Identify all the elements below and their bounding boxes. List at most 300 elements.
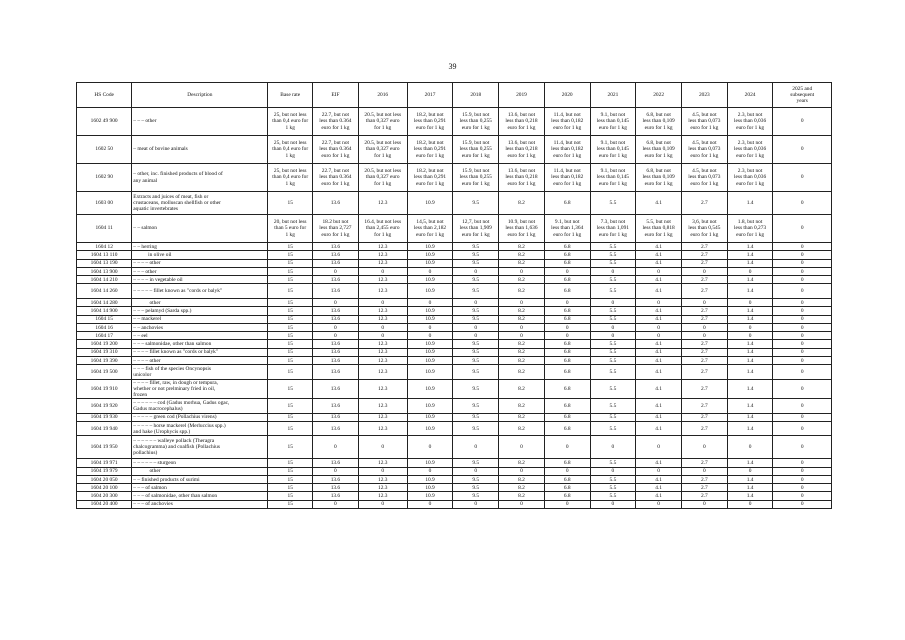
hs-code-cell: 1604 20 050	[77, 475, 132, 483]
rate-cell: 15	[268, 379, 313, 398]
rate-cell: 12.3	[358, 421, 407, 436]
rate-cell: 0	[590, 467, 636, 475]
rate-cell: 8.2	[499, 421, 545, 436]
rate-cell: 5.5	[590, 243, 636, 251]
rate-cell: 13.6	[313, 348, 359, 356]
table-row	[77, 164, 832, 192]
rate-cell: 12.3	[358, 379, 407, 398]
rate-cell: 13.6	[313, 192, 359, 215]
header-2021: 2021	[590, 83, 636, 108]
rate-cell: 9.5	[453, 315, 499, 323]
rate-cell: 0	[358, 323, 407, 331]
rate-cell: 0	[773, 340, 832, 348]
hs-code-cell: 1603 00	[77, 192, 132, 215]
rate-cell: 6.8	[544, 276, 590, 284]
description-cell: – – – salmonidae, other than salmon	[132, 340, 268, 348]
description-cell: – – – – – – walleye pollack (Theragra chalcogramma) and coalfish (Pollachius pollachius)	[132, 436, 268, 459]
rate-cell: 8.2	[499, 259, 545, 267]
rate-cell: 4.1	[636, 484, 682, 492]
rate-cell: 12.3	[358, 365, 407, 380]
rate-cell: 0	[407, 500, 453, 508]
rate-cell: 0	[773, 284, 832, 299]
rate-cell: 4.1	[636, 243, 682, 251]
rate-cell: 2.7	[681, 413, 727, 421]
rate-cell: 11.4, but not less than 0,182 euro for 1 kg	[544, 108, 590, 136]
table-row	[77, 365, 832, 380]
table-row	[77, 332, 832, 340]
table-row	[77, 379, 832, 398]
rate-cell: 0	[407, 436, 453, 459]
rate-cell: 15.9, but not less than 0,255 euro for 1 kg	[453, 136, 499, 164]
header-hs-code: HS Code	[77, 83, 132, 108]
table-row	[77, 276, 832, 284]
rate-cell: 0	[727, 298, 773, 306]
rate-cell: 1.4	[727, 379, 773, 398]
rate-cell: 0	[313, 323, 359, 331]
rate-cell: 6.8	[544, 459, 590, 467]
rate-cell: 15	[268, 500, 313, 508]
rate-cell: 10.9	[407, 192, 453, 215]
rate-cell: 2.3, but not less than 0,036 euro for 1 kg	[727, 164, 773, 192]
rate-cell: 0	[358, 267, 407, 275]
rate-cell: 15	[268, 413, 313, 421]
rate-cell: 13.6	[313, 365, 359, 380]
hs-code-cell: 1604 20 100	[77, 484, 132, 492]
rate-cell: 6.8	[544, 484, 590, 492]
rate-cell: 0	[590, 298, 636, 306]
rate-cell: 9.5	[453, 192, 499, 215]
rate-cell: 4.1	[636, 492, 682, 500]
rate-cell: 2.7	[681, 492, 727, 500]
rate-cell: 5.5	[590, 284, 636, 299]
rate-cell: 0	[407, 323, 453, 331]
rate-cell: 0	[358, 332, 407, 340]
rate-cell: 0	[727, 323, 773, 331]
rate-cell: 10.9	[407, 492, 453, 500]
rate-cell: 9.5	[453, 284, 499, 299]
rate-cell: 4.1	[636, 365, 682, 380]
rate-cell: 18.2, but not less than 0,291 euro for 1 kg	[407, 164, 453, 192]
description-cell: – meat of bovine animals	[132, 136, 268, 164]
rate-cell: 5.5	[590, 421, 636, 436]
rate-cell: 6.8	[544, 413, 590, 421]
rate-cell: 15	[268, 259, 313, 267]
rate-cell: 2.7	[681, 192, 727, 215]
rate-cell: 4.5, but not less than 0,073 euro for 1 kg	[681, 108, 727, 136]
rate-cell: 0	[773, 436, 832, 459]
rate-cell: 0	[636, 500, 682, 508]
rate-cell: 2.7	[681, 475, 727, 483]
rate-cell: 15	[268, 307, 313, 315]
rate-cell: 13.6	[313, 413, 359, 421]
rate-cell: 15	[268, 323, 313, 331]
hs-code-cell: 1604 19 310	[77, 348, 132, 356]
rate-cell: 0	[358, 298, 407, 306]
rate-cell: 5.5	[590, 259, 636, 267]
page-number: 39	[448, 62, 457, 71]
rate-cell: 12.3	[358, 284, 407, 299]
description-cell: – – mackerel	[132, 315, 268, 323]
rate-cell: 12.3	[358, 459, 407, 467]
rate-cell: 3,6, but not less than 0,545 euro for 1 kg	[681, 215, 727, 243]
rate-cell: 15	[268, 475, 313, 483]
hs-code-cell: 1604 14 900	[77, 307, 132, 315]
rate-cell: 0	[313, 436, 359, 459]
rate-cell: 13.6, but not less than 0,218 euro for 1 kg	[499, 108, 545, 136]
rate-cell: 12.3	[358, 492, 407, 500]
rate-cell: 11.4, but not less than 0,182 euro for 1 kg	[544, 164, 590, 192]
rate-cell: 8.2	[499, 243, 545, 251]
hs-code-cell: 1604 19 910	[77, 379, 132, 398]
rate-cell: 4.1	[636, 357, 682, 365]
rate-cell: 9.1, but not less than 0,145 euro for 1 kg	[590, 108, 636, 136]
header-2019: 2019	[499, 83, 545, 108]
table-row	[77, 315, 832, 323]
rate-cell: 9.5	[453, 413, 499, 421]
rate-cell: 12.3	[358, 413, 407, 421]
rate-cell: 9.5	[453, 459, 499, 467]
rate-cell: 1.4	[727, 276, 773, 284]
rate-cell: 0	[544, 323, 590, 331]
rate-cell: 10.9	[407, 259, 453, 267]
table-row	[77, 284, 832, 299]
rate-cell: 15	[268, 243, 313, 251]
rate-cell: 0	[773, 421, 832, 436]
rate-cell: 9.5	[453, 243, 499, 251]
rate-cell: 15	[268, 192, 313, 215]
rate-cell: 20.5, but not less than 0,327 euro for 1 kg	[358, 108, 407, 136]
rate-cell: 9.1, but not less than 0,145 euro for 1 kg	[590, 136, 636, 164]
description-cell: – – – – – – cod (Gadus morhua, Gadus ogac, Gadus macrocephalus)	[132, 399, 268, 414]
table-row	[77, 192, 832, 215]
rate-cell: 0	[590, 436, 636, 459]
rate-cell: 13.6	[313, 484, 359, 492]
hs-code-cell: 1604 19 200	[77, 340, 132, 348]
hs-code-cell: 1602 90	[77, 164, 132, 192]
rate-cell: 12.3	[358, 340, 407, 348]
rate-cell: 13.6	[313, 357, 359, 365]
hs-code-cell: 1604 19 500	[77, 365, 132, 380]
rate-cell: 1.4	[727, 399, 773, 414]
rate-cell: 0	[590, 500, 636, 508]
rate-cell: 8.2	[499, 413, 545, 421]
rate-cell: 2.7	[681, 421, 727, 436]
hs-code-cell: 1602 50	[77, 136, 132, 164]
rate-cell: 9.5	[453, 307, 499, 315]
description-cell: Extracts and juices of meat, fish or crustaceans, molluscan shellfish or other aquatic invertebrates	[132, 192, 268, 215]
hs-code-cell: 1604 19 390	[77, 357, 132, 365]
description-cell: – – herring	[132, 243, 268, 251]
table-row	[77, 298, 832, 306]
rate-cell: 8.2	[499, 192, 545, 215]
hs-code-cell: 1604 15	[77, 315, 132, 323]
table-row	[77, 436, 832, 459]
table-row	[77, 475, 832, 483]
rate-cell: 9.5	[453, 251, 499, 259]
rate-cell: 12,7, but not less than 1,909 euro for 1 kg	[453, 215, 499, 243]
rate-cell: 0	[590, 332, 636, 340]
description-cell: – – – – other	[132, 357, 268, 365]
rate-cell: 15	[268, 492, 313, 500]
rate-cell: 12.3	[358, 251, 407, 259]
description-cell: – – – other	[132, 267, 268, 275]
table-row	[77, 323, 832, 331]
rate-cell: 6.8	[544, 421, 590, 436]
rate-cell: 4.1	[636, 315, 682, 323]
rate-cell: 12.3	[358, 259, 407, 267]
table-row	[77, 243, 832, 251]
description-cell: in olive oil	[132, 251, 268, 259]
rate-cell: 4.1	[636, 251, 682, 259]
rate-cell: 15	[268, 365, 313, 380]
rate-cell: 5.5	[590, 492, 636, 500]
rate-cell: 0	[544, 267, 590, 275]
rate-cell: 0	[636, 467, 682, 475]
rate-cell: 0	[499, 267, 545, 275]
rate-cell: 15	[268, 399, 313, 414]
rate-cell: 0	[773, 348, 832, 356]
rate-cell: 1.4	[727, 192, 773, 215]
rate-cell: 0	[773, 215, 832, 243]
rate-cell: 4.1	[636, 421, 682, 436]
table-row	[77, 413, 832, 421]
rate-cell: 18.2, but not less than 0,291 euro for 1 kg	[407, 108, 453, 136]
rate-cell: 0	[407, 298, 453, 306]
rate-cell: 8.2	[499, 475, 545, 483]
description-cell: – – eel	[132, 332, 268, 340]
rate-cell: 2.7	[681, 340, 727, 348]
description-cell: – – – – fillet known as "cords or balyk"	[132, 348, 268, 356]
rate-cell: 10.9	[407, 475, 453, 483]
hs-code-cell: 1604 19 930	[77, 413, 132, 421]
rate-cell: 8.2	[499, 251, 545, 259]
rate-cell: 13.6	[313, 340, 359, 348]
rate-cell: 5.5	[590, 340, 636, 348]
table-row	[77, 459, 832, 467]
rate-cell: 0	[773, 315, 832, 323]
rate-cell: 6.8	[544, 492, 590, 500]
rate-cell: 15	[268, 298, 313, 306]
header-2016: 2016	[358, 83, 407, 108]
rate-cell: 0	[453, 332, 499, 340]
rate-cell: 13.6	[313, 315, 359, 323]
rate-cell: 0	[407, 467, 453, 475]
rate-cell: 0	[313, 267, 359, 275]
rate-cell: 10.9	[407, 243, 453, 251]
rate-cell: 15	[268, 348, 313, 356]
table-row	[77, 267, 832, 275]
rate-cell: 18.2, but not less than 0,291 euro for 1 kg	[407, 136, 453, 164]
rate-cell: 0	[773, 164, 832, 192]
rate-cell: 1.8, but not less than 0,273 euro for 1 kg	[727, 215, 773, 243]
hs-code-cell: 1604 14 280	[77, 298, 132, 306]
rate-cell: 5.5	[590, 399, 636, 414]
rate-cell: 0	[313, 298, 359, 306]
rate-cell: 0	[681, 323, 727, 331]
rate-cell: 0	[681, 467, 727, 475]
rate-cell: 4.1	[636, 276, 682, 284]
rate-cell: 7.3, but not less than 1,091 euro for 1 kg	[590, 215, 636, 243]
rate-cell: 15	[268, 251, 313, 259]
rate-cell: 8.2	[499, 484, 545, 492]
rate-cell: 8.2	[499, 315, 545, 323]
description-cell: – – – of salmonidae, other than salmon	[132, 492, 268, 500]
rate-cell: 15.9, but not less than 0,255 euro for 1 kg	[453, 164, 499, 192]
rate-cell: 10.9	[407, 307, 453, 315]
table-row	[77, 357, 832, 365]
rate-cell: 15	[268, 357, 313, 365]
hs-code-cell: 1604 19 920	[77, 399, 132, 414]
header-2023: 2023	[681, 83, 727, 108]
rate-cell: 12.3	[358, 243, 407, 251]
rate-cell: 0	[313, 332, 359, 340]
rate-cell: 0	[773, 365, 832, 380]
rate-cell: 0	[407, 332, 453, 340]
rate-cell: 18.2 but not less than 2,727 euro for 1 kg	[313, 215, 359, 243]
rate-cell: 2.7	[681, 284, 727, 299]
rate-cell: 12.3	[358, 348, 407, 356]
rate-cell: 0	[499, 298, 545, 306]
rate-cell: 10.9	[407, 421, 453, 436]
rate-cell: 1.4	[727, 348, 773, 356]
rate-cell: 9.5	[453, 348, 499, 356]
rate-cell: 0	[773, 323, 832, 331]
rate-cell: 8.2	[499, 492, 545, 500]
rate-cell: 0	[636, 332, 682, 340]
rate-cell: 20.5, but not less than 0,327 euro for 1 kg	[358, 136, 407, 164]
rate-cell: 6.8	[544, 340, 590, 348]
rate-cell: 5.5	[590, 459, 636, 467]
rate-cell: 0	[407, 267, 453, 275]
rate-cell: 10.9	[407, 484, 453, 492]
rate-cell: 13.6	[313, 399, 359, 414]
rate-cell: 5.5	[590, 315, 636, 323]
hs-code-cell: 1604 20 400	[77, 500, 132, 508]
rate-cell: 0	[544, 467, 590, 475]
description-cell: – – – fish of the species Oncynopsis unicolor	[132, 365, 268, 380]
rate-cell: 0	[636, 436, 682, 459]
rate-cell: 0	[544, 298, 590, 306]
description-cell: – other, inc. finished products of blood of any animal	[132, 164, 268, 192]
rate-cell: 14,5, but not less than 2,182 euro for 1 kg	[407, 215, 453, 243]
rate-cell: 13.6	[313, 459, 359, 467]
rate-cell: 0	[681, 267, 727, 275]
header-2018: 2018	[453, 83, 499, 108]
description-cell: – – – – – – sturgeon	[132, 459, 268, 467]
hs-code-cell: 1604 13 190	[77, 259, 132, 267]
rate-cell: 13.6, but not less than 0,218 euro for 1 kg	[499, 164, 545, 192]
rate-cell: 4.1	[636, 340, 682, 348]
rate-cell: 0	[636, 267, 682, 275]
rate-cell: 5.5	[590, 192, 636, 215]
rate-cell: 4.1	[636, 284, 682, 299]
rate-cell: 13.6	[313, 475, 359, 483]
rate-cell: 2.7	[681, 307, 727, 315]
rate-cell: 16.4, but not less than 2,455 euro for 1 kg	[358, 215, 407, 243]
rate-cell: 25, but not less than 0,4 euro for 1 kg	[268, 136, 313, 164]
rate-cell: 8.2	[499, 399, 545, 414]
rate-cell: 15	[268, 332, 313, 340]
rate-cell: 6.8	[544, 379, 590, 398]
rate-cell: 15	[268, 340, 313, 348]
rate-cell: 10.9	[407, 357, 453, 365]
hs-code-cell: 1604 17	[77, 332, 132, 340]
rate-cell: 0	[727, 500, 773, 508]
rate-cell: 13.6, but not less than 0,218 euro for 1 kg	[499, 136, 545, 164]
description-cell: – – – – fillet, raw, in dough or tempura, whether or not prelminary fried in oil, frozen	[132, 379, 268, 398]
rate-cell: 0	[681, 436, 727, 459]
rate-cell: 25, but not less than 0,4 euro for 1 kg	[268, 108, 313, 136]
rate-cell: 10.9	[407, 348, 453, 356]
tariff-body	[77, 108, 832, 509]
rate-cell: 6.8	[544, 192, 590, 215]
rate-cell: 1.4	[727, 243, 773, 251]
rate-cell: 22.7, but not less than 0.364 euro for 1 kg	[313, 164, 359, 192]
rate-cell: 0	[727, 267, 773, 275]
rate-cell: 2.3, but not less than 0,036 euro for 1 kg	[727, 108, 773, 136]
rate-cell: 5.5	[590, 475, 636, 483]
rate-cell: 0	[544, 500, 590, 508]
rate-cell: 1.4	[727, 475, 773, 483]
rate-cell: 0	[773, 500, 832, 508]
rate-cell: 0	[727, 332, 773, 340]
rate-cell: 12.3	[358, 192, 407, 215]
rate-cell: 1.4	[727, 492, 773, 500]
rate-cell: 6.8, but not less than 0,109 euro for 1 kg	[636, 136, 682, 164]
rate-cell: 0	[773, 192, 832, 215]
rate-cell: 10.9	[407, 315, 453, 323]
rate-cell: 9.5	[453, 492, 499, 500]
tariff-schedule-table	[76, 82, 832, 509]
rate-cell: 1.4	[727, 484, 773, 492]
header-eif: EIF	[313, 83, 359, 108]
rate-cell: 2.3, but not less than 0,036 euro for 1 kg	[727, 136, 773, 164]
rate-cell: 4.1	[636, 459, 682, 467]
rate-cell: 10.9	[407, 284, 453, 299]
table-row	[77, 492, 832, 500]
rate-cell: 12.3	[358, 276, 407, 284]
rate-cell: 1.4	[727, 307, 773, 315]
rate-cell: 0	[773, 492, 832, 500]
rate-cell: 0	[453, 298, 499, 306]
rate-cell: 0	[773, 413, 832, 421]
rate-cell: 2.7	[681, 459, 727, 467]
rate-cell: 1.4	[727, 259, 773, 267]
rate-cell: 4.1	[636, 192, 682, 215]
rate-cell: 1.4	[727, 459, 773, 467]
rate-cell: 2.7	[681, 348, 727, 356]
rate-cell: 6.8	[544, 243, 590, 251]
rate-cell: 6.8	[544, 348, 590, 356]
rate-cell: 0	[681, 500, 727, 508]
rate-cell: 0	[453, 500, 499, 508]
rate-cell: 1.4	[727, 357, 773, 365]
rate-cell: 0	[636, 298, 682, 306]
rate-cell: 0	[453, 323, 499, 331]
rate-cell: 4.1	[636, 399, 682, 414]
rate-cell: 4.5, but not less than 0,073 euro for 1 kg	[681, 136, 727, 164]
rate-cell: 5.5	[590, 348, 636, 356]
rate-cell: 6.8, but not less than 0,109 euro for 1 kg	[636, 164, 682, 192]
rate-cell: 0	[590, 267, 636, 275]
rate-cell: 10.9	[407, 251, 453, 259]
rate-cell: 0	[773, 467, 832, 475]
description-cell: other	[132, 467, 268, 475]
rate-cell: 0	[773, 267, 832, 275]
hs-code-cell: 1604 13 900	[77, 267, 132, 275]
rate-cell: 1.4	[727, 421, 773, 436]
header-row	[77, 83, 832, 108]
